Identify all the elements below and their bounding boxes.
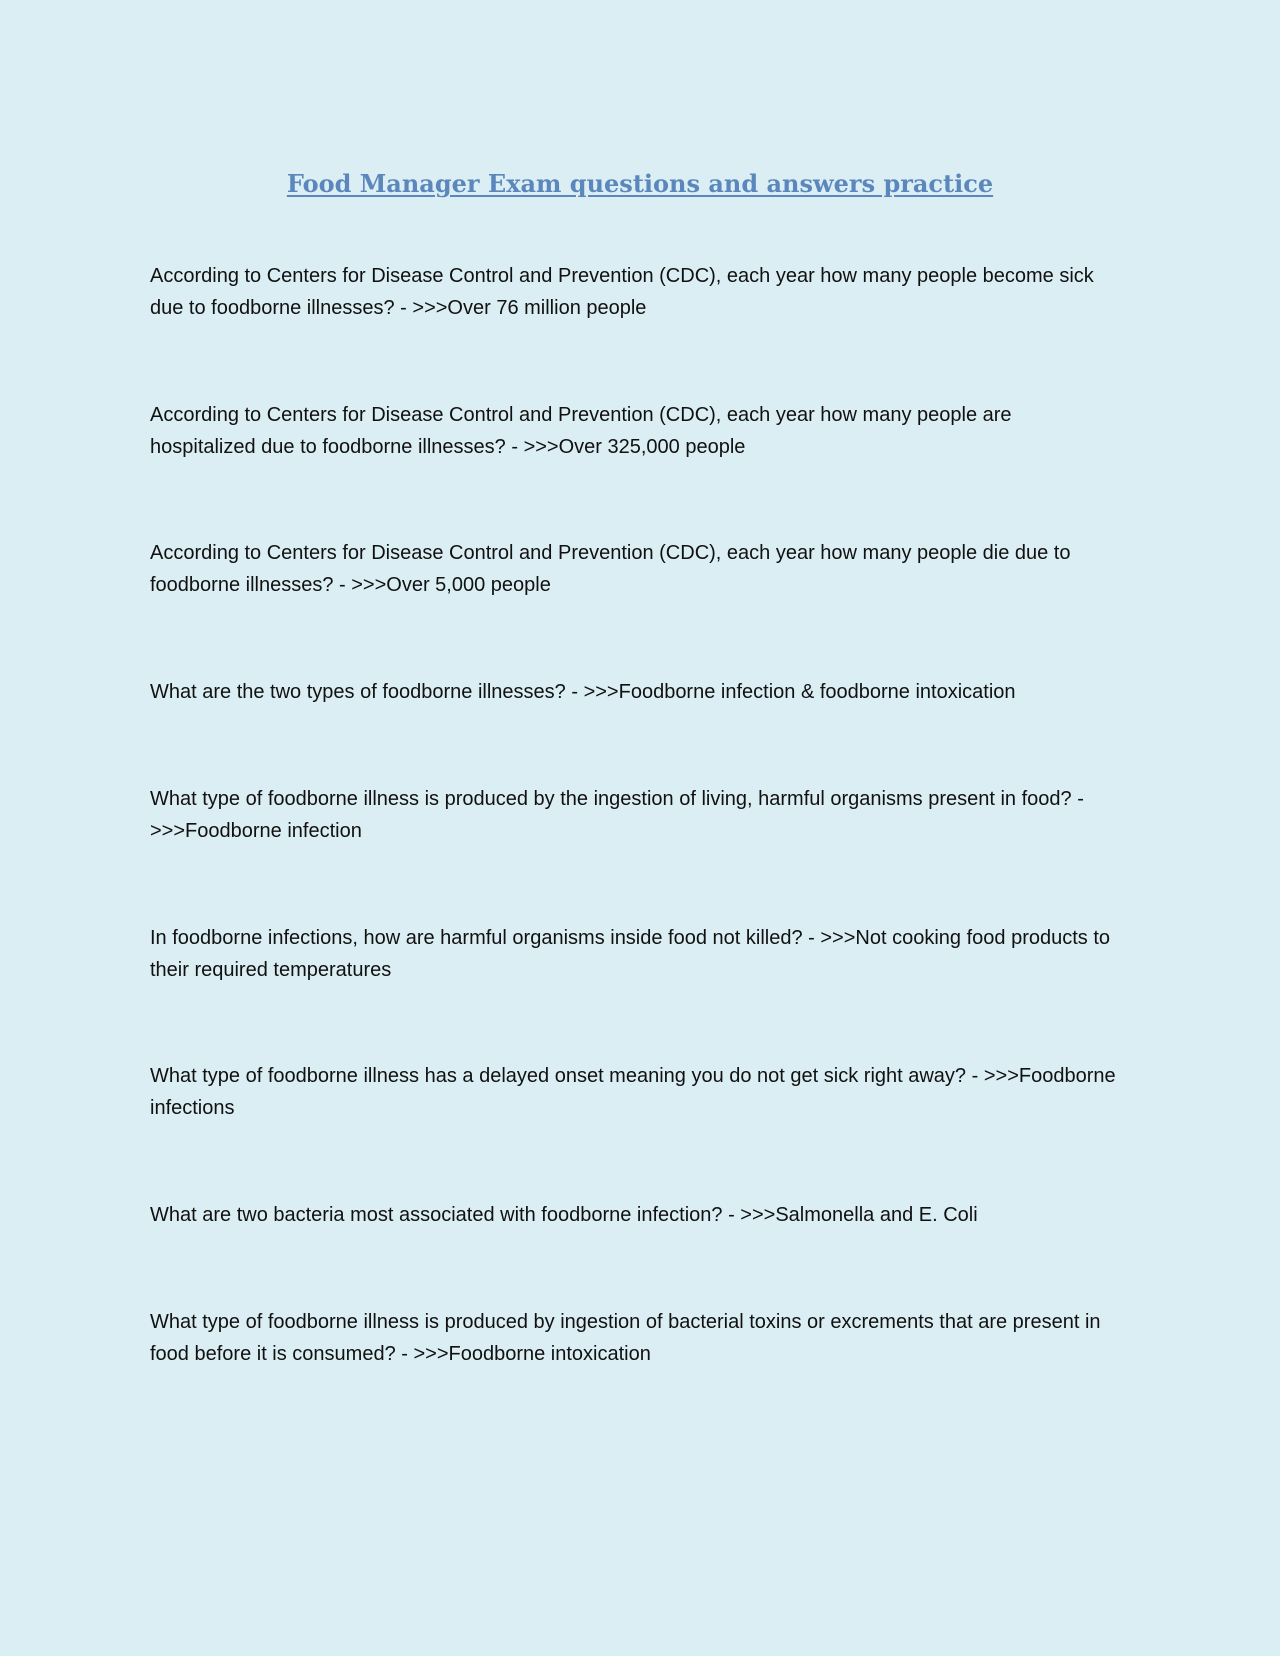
qa-item-9: What type of foodborne illness is produced by ingestion of bacterial toxins or excrements that are present in food before it is consumed? - >>>Foodborne intoxication: [150, 1311, 1101, 1365]
qa-item-6: In foodborne infections, how are harmful organisms inside food not killed? - >>>Not cooking food products to their required temperatures: [150, 927, 1111, 981]
qa-item-2: According to Centers for Disease Control and Prevention (CDC), each year how many people are hospitalized due to foodborne illnesses? - >>>Over 325,000 people: [150, 404, 1012, 458]
qa-item-1: According to Centers for Disease Control and Prevention (CDC), each year how many people become sick due to foodborne illnesses? - >>>Over 76 million people: [150, 265, 1094, 319]
qa-item-3: According to Centers for Disease Control and Prevention (CDC), each year how many people die due to foodborne illnesses? - >>>Over 5,000 people: [150, 542, 1071, 596]
qa-item-8: What are two bacteria most associated with foodborne infection? - >>>Salmonella and E. Coli: [150, 1204, 978, 1226]
qa-item-7: What type of foodborne illness has a delayed onset meaning you do not get sick right away? - >>>Foodborne infections: [150, 1065, 1116, 1119]
qa-item-5: What type of foodborne illness is produced by the ingestion of living, harmful organisms present in food? - >>>Foodborne infection: [150, 788, 1084, 842]
document-title: Food Manager Exam questions and answers practice: [286, 169, 994, 198]
qa-item-4: What are the two types of foodborne illnesses? - >>>Foodborne infection & foodborne intoxication: [150, 681, 1016, 703]
